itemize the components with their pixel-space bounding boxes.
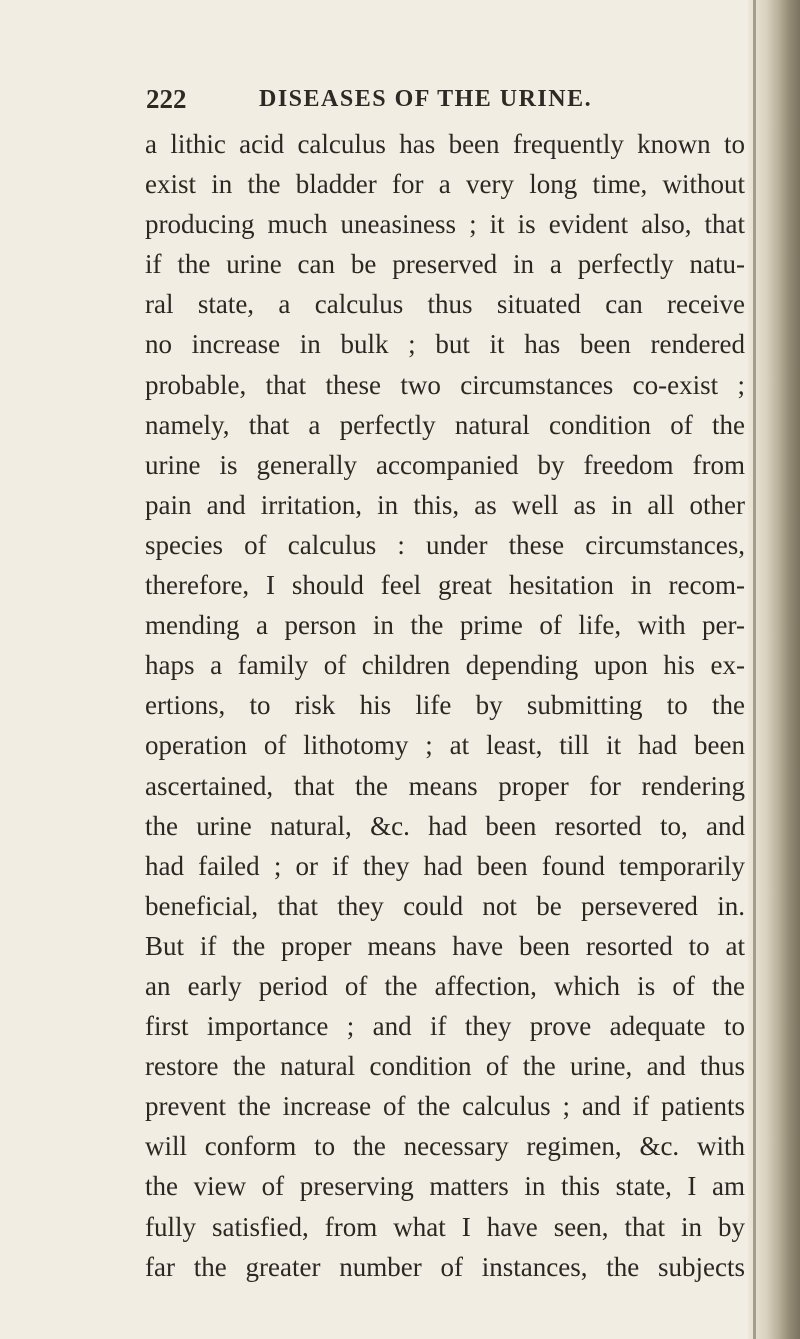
text-line: far the greater number of instances, the subjects — [145, 1251, 745, 1282]
text-line: therefore, I should feel great hesitation in recom- — [145, 570, 745, 601]
page-gutter-edge — [753, 0, 756, 1339]
text-line: ertions, to risk his life by submitting to the — [145, 690, 745, 721]
running-head: DISEASES OF THE URINE. — [259, 86, 593, 112]
page-number: 222 — [146, 84, 187, 114]
text-line: no increase in bulk ; but it has been rendered — [145, 329, 745, 360]
text-line: haps a family of children depending upon his ex- — [145, 650, 745, 681]
text-line: mending a person in the prime of life, with per- — [145, 610, 745, 641]
text-line: namely, that a perfectly natural condition of the — [145, 409, 745, 440]
text-line: probable, that these two circumstances co-exist ; — [145, 369, 745, 400]
text-line: if the urine can be preserved in a perfectly natu- — [145, 249, 745, 280]
text-line: first importance ; and if they prove adequate to — [145, 1011, 745, 1042]
text-line: the view of preserving matters in this state, I am — [145, 1171, 745, 1202]
text-line: species of calculus : under these circumstances, — [145, 529, 745, 560]
text-line: producing much uneasiness ; it is evident also, that — [145, 209, 745, 240]
text-line: pain and irritation, in this, as well as in all other — [145, 489, 745, 520]
text-line: fully satisfied, from what I have seen, that in by — [145, 1211, 745, 1242]
text-line: a lithic acid calculus has been frequently known to — [145, 129, 745, 159]
text-line: had failed ; or if they had been found temporarily — [145, 850, 745, 881]
text-line: an early period of the affection, which is of the — [145, 970, 745, 1001]
text-line: ascertained, that the means proper for rendering — [145, 770, 745, 801]
text-line: restore the natural condition of the urine, and thus — [145, 1051, 745, 1082]
text-line: beneficial, that they could not be persevered in. — [145, 890, 745, 921]
text-line: prevent the increase of the calculus ; and if patients — [145, 1091, 745, 1122]
body-text — [145, 124, 745, 1287]
text-line: exist in the bladder for a very long time, without — [145, 169, 745, 200]
text-line: the urine natural, &c. had been resorted to, and — [145, 810, 745, 841]
text-line: urine is generally accompanied by freedom from — [145, 449, 745, 480]
text-line: But if the proper means have been resorted to at — [145, 930, 745, 961]
page-header — [146, 84, 766, 124]
text-line: will conform to the necessary regimen, &c. with — [145, 1131, 745, 1162]
text-line: operation of lithotomy ; at least, till it had been — [145, 730, 745, 761]
text-line: ral state, a calculus thus situated can receive — [145, 289, 745, 320]
